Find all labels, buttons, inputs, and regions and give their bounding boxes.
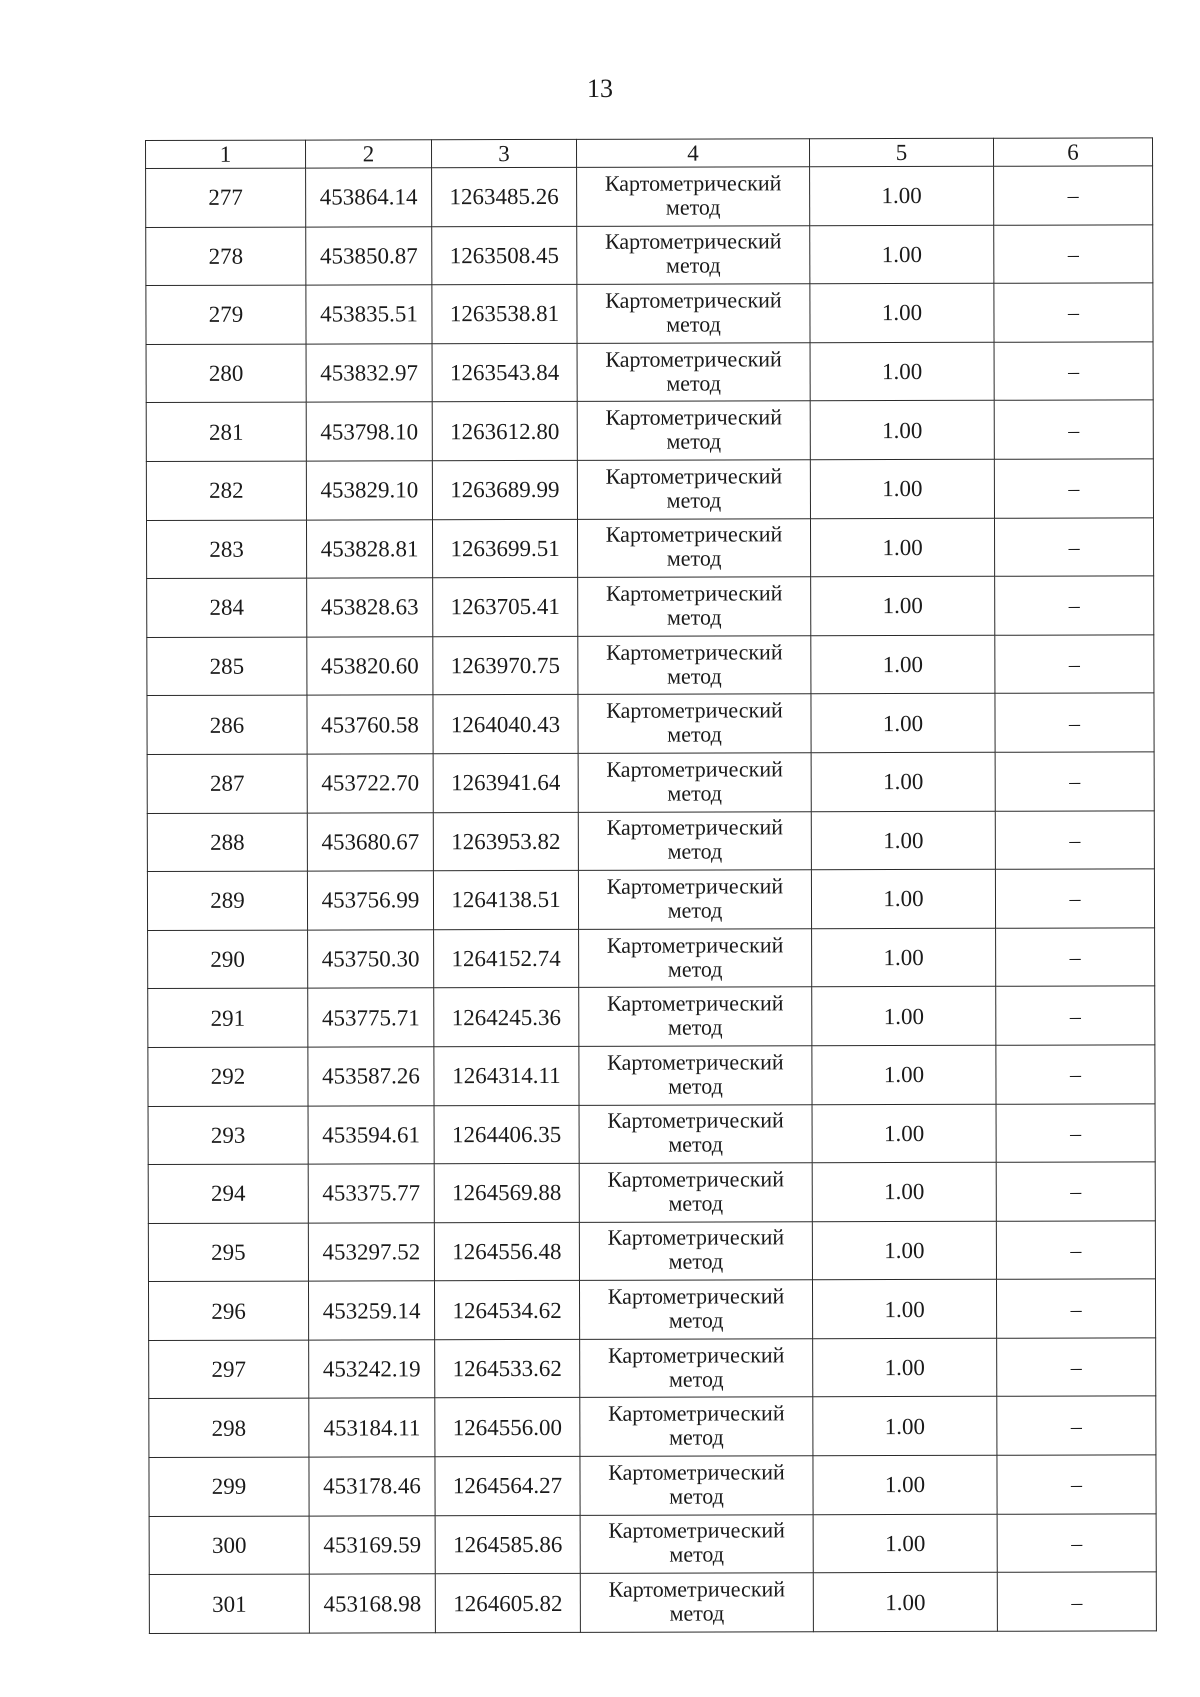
- note-cell: –: [995, 869, 1154, 928]
- method-cell: Картометрический метод: [579, 1221, 812, 1280]
- coordinate-y-cell: 1264569.88: [434, 1163, 579, 1222]
- table-row: [148, 986, 1155, 1047]
- table-row: [149, 1514, 1156, 1575]
- coordinate-x-cell: 453722.70: [307, 754, 433, 813]
- table-row: [147, 576, 1154, 637]
- method-cell: Картометрический метод: [578, 694, 811, 753]
- page-number: 13: [587, 74, 613, 103]
- column-header: 4: [576, 139, 809, 168]
- coordinate-x-cell: 453750.30: [308, 929, 434, 988]
- accuracy-cell: 1.00: [811, 635, 995, 694]
- table-row: [148, 1045, 1155, 1106]
- point-number-cell: 285: [147, 637, 307, 696]
- accuracy-cell: 1.00: [810, 401, 994, 460]
- point-number-cell: 295: [148, 1223, 308, 1282]
- accuracy-cell: 1.00: [810, 225, 994, 284]
- table-row: [146, 224, 1153, 285]
- accuracy-cell: 1.00: [812, 1104, 996, 1163]
- coordinate-x-cell: 453828.63: [307, 578, 433, 637]
- coordinate-x-cell: 453184.11: [309, 1398, 435, 1457]
- note-cell: –: [995, 576, 1154, 635]
- coordinate-y-cell: 1263953.82: [433, 812, 578, 871]
- point-number-cell: 291: [148, 988, 308, 1047]
- coordinate-x-cell: 453178.46: [309, 1457, 435, 1516]
- table-row: [148, 1279, 1155, 1340]
- method-cell: Картометрический метод: [580, 1573, 813, 1632]
- table-row: [148, 928, 1155, 989]
- coordinate-y-cell: 1263508.45: [432, 226, 577, 285]
- coordinate-y-cell: 1263699.51: [432, 519, 577, 578]
- coordinate-x-cell: 453850.87: [306, 226, 432, 285]
- note-cell: –: [996, 986, 1155, 1045]
- note-cell: –: [994, 517, 1153, 576]
- method-cell: Картометрический метод: [578, 636, 811, 695]
- note-cell: –: [995, 635, 1154, 694]
- table-header: [146, 138, 1153, 169]
- point-number-cell: 294: [148, 1164, 308, 1223]
- method-cell: Картометрический метод: [579, 928, 812, 987]
- coordinate-x-cell: 453169.59: [309, 1515, 435, 1574]
- note-cell: –: [995, 752, 1154, 811]
- coordinate-y-cell: 1264406.35: [434, 1105, 579, 1164]
- coordinate-y-cell: 1264138.51: [433, 870, 578, 929]
- point-number-cell: 284: [147, 578, 307, 637]
- coordinate-y-cell: 1264534.62: [434, 1281, 579, 1340]
- accuracy-cell: 1.00: [813, 1338, 997, 1397]
- table-row: [146, 283, 1153, 344]
- coordinate-y-cell: 1263689.99: [432, 460, 577, 519]
- table-row: [147, 635, 1154, 696]
- coordinate-y-cell: 1264585.86: [435, 1515, 580, 1574]
- coordinate-y-cell: 1264564.27: [435, 1456, 580, 1515]
- accuracy-cell: 1.00: [812, 1045, 996, 1104]
- coordinate-x-cell: 453259.14: [308, 1281, 434, 1340]
- coordinate-x-cell: 453756.99: [307, 871, 433, 930]
- note-cell: –: [997, 1514, 1156, 1573]
- coordinate-x-cell: 453297.52: [308, 1222, 434, 1281]
- coordinate-y-cell: 1264605.82: [435, 1574, 580, 1633]
- table-row: [147, 810, 1154, 871]
- method-cell: Картометрический метод: [579, 987, 812, 1046]
- note-cell: –: [997, 1455, 1156, 1514]
- point-number-cell: 289: [147, 871, 307, 930]
- note-cell: –: [994, 400, 1153, 459]
- column-header: 5: [809, 138, 993, 166]
- coordinate-x-cell: 453829.10: [306, 461, 432, 520]
- method-cell: Картометрический метод: [578, 811, 811, 870]
- accuracy-cell: 1.00: [810, 518, 994, 577]
- coordinate-y-cell: 1263941.64: [433, 753, 578, 812]
- coordinate-x-cell: 453832.97: [306, 344, 432, 403]
- coordinate-y-cell: 1264152.74: [434, 929, 579, 988]
- coordinate-x-cell: 453864.14: [306, 168, 432, 227]
- coordinate-y-cell: 1264245.36: [434, 988, 579, 1047]
- accuracy-cell: 1.00: [812, 1280, 996, 1339]
- table-row: [147, 693, 1154, 754]
- method-cell: Картометрический метод: [577, 167, 810, 226]
- note-cell: –: [996, 1162, 1155, 1221]
- note-cell: –: [996, 928, 1155, 987]
- method-cell: Картометрический метод: [577, 225, 810, 284]
- coordinate-x-cell: 453775.71: [308, 988, 434, 1047]
- coordinate-x-cell: 453828.81: [306, 519, 432, 578]
- note-cell: –: [997, 1396, 1156, 1455]
- accuracy-cell: 1.00: [810, 166, 994, 225]
- method-cell: Картометрический метод: [579, 1280, 812, 1339]
- table-row: [146, 459, 1153, 520]
- point-number-cell: 290: [148, 930, 308, 989]
- accuracy-cell: 1.00: [811, 811, 995, 870]
- accuracy-cell: 1.00: [813, 1573, 997, 1632]
- coordinate-y-cell: 1264314.11: [434, 1046, 579, 1105]
- accuracy-cell: 1.00: [813, 1397, 997, 1456]
- point-number-cell: 286: [147, 695, 307, 754]
- table-row: [146, 400, 1153, 461]
- method-cell: Картометрический метод: [578, 577, 811, 636]
- method-cell: Картометрический метод: [580, 1514, 813, 1573]
- accuracy-cell: 1.00: [811, 869, 995, 928]
- coordinate-x-cell: 453680.67: [307, 812, 433, 871]
- accuracy-cell: 1.00: [810, 459, 994, 518]
- point-number-cell: 281: [146, 402, 306, 461]
- coordinate-y-cell: 1263538.81: [432, 285, 577, 344]
- coordinate-x-cell: 453835.51: [306, 285, 432, 344]
- accuracy-cell: 1.00: [810, 342, 994, 401]
- note-cell: –: [997, 1572, 1156, 1631]
- point-number-cell: 287: [147, 754, 307, 813]
- coordinate-y-cell: 1264040.43: [433, 695, 578, 754]
- coordinates-table: [145, 137, 1157, 1633]
- method-cell: Картометрический метод: [577, 460, 810, 519]
- coordinate-y-cell: 1263485.26: [432, 167, 577, 226]
- point-number-cell: 283: [146, 520, 306, 579]
- note-cell: –: [994, 342, 1153, 401]
- accuracy-cell: 1.00: [812, 1162, 996, 1221]
- table-row: [147, 869, 1154, 930]
- note-cell: –: [996, 1221, 1155, 1280]
- point-number-cell: 282: [146, 461, 306, 520]
- accuracy-cell: 1.00: [811, 694, 995, 753]
- table-row: [146, 166, 1153, 227]
- note-cell: –: [995, 810, 1154, 869]
- method-cell: Картометрический метод: [580, 1339, 813, 1398]
- accuracy-cell: 1.00: [813, 1514, 997, 1573]
- column-header: 2: [306, 140, 432, 168]
- method-cell: Картометрический метод: [579, 1104, 812, 1163]
- coordinate-y-cell: 1263543.84: [432, 343, 577, 402]
- header-row: [146, 138, 1153, 169]
- note-cell: –: [994, 459, 1153, 518]
- coordinate-x-cell: 453375.77: [308, 1164, 434, 1223]
- column-header: 3: [432, 139, 577, 167]
- method-cell: Картометрический метод: [580, 1456, 813, 1515]
- accuracy-cell: 1.00: [812, 987, 996, 1046]
- method-cell: Картометрический метод: [579, 1163, 812, 1222]
- method-cell: Картометрический метод: [577, 284, 810, 343]
- coordinate-y-cell: 1264556.00: [435, 1398, 580, 1457]
- point-number-cell: 298: [149, 1399, 309, 1458]
- coordinate-x-cell: 453168.98: [309, 1574, 435, 1633]
- method-cell: Картометрический метод: [577, 343, 810, 402]
- coordinate-x-cell: 453594.61: [308, 1105, 434, 1164]
- point-number-cell: 296: [148, 1281, 308, 1340]
- coordinate-x-cell: 453798.10: [306, 402, 432, 461]
- point-number-cell: 292: [148, 1047, 308, 1106]
- method-cell: Картометрический метод: [579, 1046, 812, 1105]
- method-cell: Картометрический метод: [578, 753, 811, 812]
- coordinate-x-cell: 453820.60: [307, 636, 433, 695]
- point-number-cell: 279: [146, 285, 306, 344]
- point-number-cell: 280: [146, 344, 306, 403]
- point-number-cell: 288: [147, 813, 307, 872]
- coordinate-y-cell: 1263612.80: [432, 402, 577, 461]
- accuracy-cell: 1.00: [810, 283, 994, 342]
- coordinate-x-cell: 453587.26: [308, 1047, 434, 1106]
- point-number-cell: 277: [146, 168, 306, 227]
- point-number-cell: 293: [148, 1106, 308, 1165]
- note-cell: –: [997, 1338, 1156, 1397]
- accuracy-cell: 1.00: [812, 928, 996, 987]
- accuracy-cell: 1.00: [812, 1221, 996, 1280]
- table-row: [146, 517, 1153, 578]
- accuracy-cell: 1.00: [811, 752, 995, 811]
- table-row: [149, 1396, 1156, 1457]
- table-row: [148, 1221, 1155, 1282]
- table-body: [146, 166, 1157, 1633]
- note-cell: –: [995, 693, 1154, 752]
- method-cell: Картометрический метод: [580, 1397, 813, 1456]
- coordinate-y-cell: 1264556.48: [434, 1222, 579, 1281]
- table-row: [146, 342, 1153, 403]
- table-row: [149, 1572, 1156, 1633]
- point-number-cell: 301: [149, 1574, 309, 1633]
- coordinate-y-cell: 1263705.41: [433, 578, 578, 637]
- accuracy-cell: 1.00: [813, 1455, 997, 1514]
- point-number-cell: 300: [149, 1516, 309, 1575]
- column-header: 1: [146, 140, 306, 168]
- coordinate-x-cell: 453760.58: [307, 695, 433, 754]
- table-row: [148, 1103, 1155, 1164]
- point-number-cell: 278: [146, 227, 306, 286]
- method-cell: Картометрический метод: [577, 518, 810, 577]
- note-cell: –: [994, 224, 1153, 283]
- coordinate-x-cell: 453242.19: [309, 1340, 435, 1399]
- table-row: [149, 1455, 1156, 1516]
- column-header: 6: [993, 138, 1152, 166]
- point-number-cell: 299: [149, 1457, 309, 1516]
- accuracy-cell: 1.00: [811, 576, 995, 635]
- note-cell: –: [996, 1045, 1155, 1104]
- table-row: [148, 1162, 1155, 1223]
- note-cell: –: [994, 166, 1153, 225]
- method-cell: Картометрический метод: [578, 870, 811, 929]
- coordinate-y-cell: 1263970.75: [433, 636, 578, 695]
- method-cell: Картометрический метод: [577, 401, 810, 460]
- note-cell: –: [994, 283, 1153, 342]
- coordinate-y-cell: 1264533.62: [435, 1339, 580, 1398]
- note-cell: –: [996, 1279, 1155, 1338]
- note-cell: –: [996, 1103, 1155, 1162]
- point-number-cell: 297: [149, 1340, 309, 1399]
- table-row: [149, 1338, 1156, 1399]
- table-row: [147, 752, 1154, 813]
